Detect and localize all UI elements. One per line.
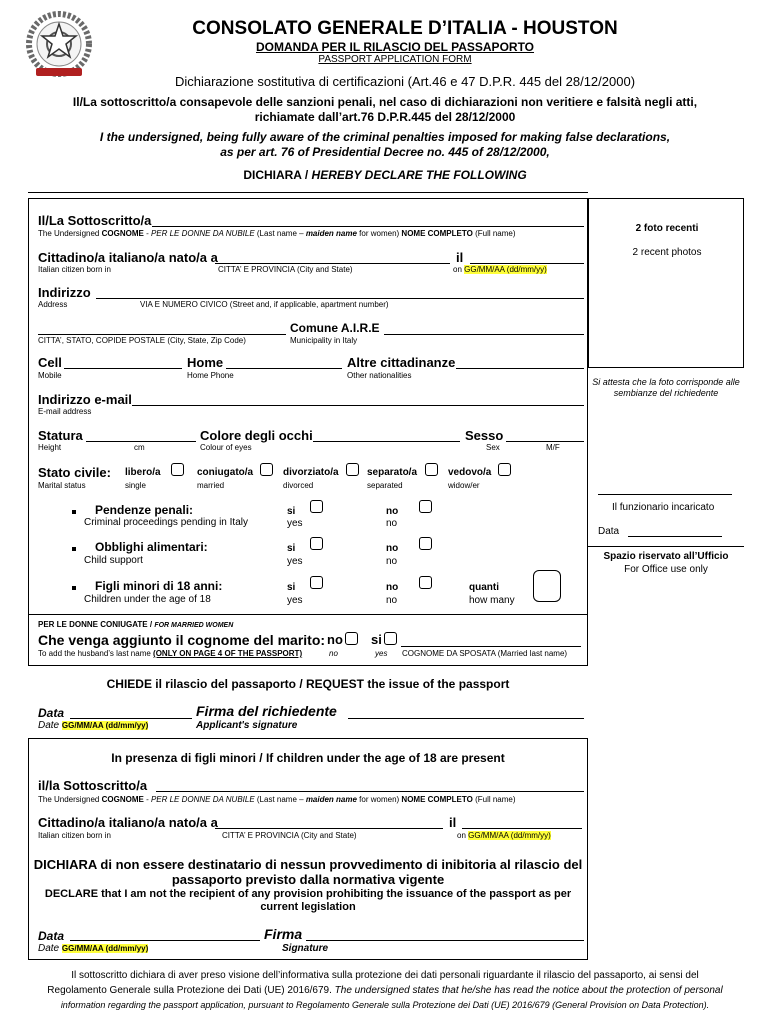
bullet-icon bbox=[72, 547, 76, 551]
support-no-sublabel: no bbox=[386, 556, 398, 567]
husband-surname-sublabel: To add the husband’s last name (ONLY ON PAGE 4 OF THE PASSPORT) bbox=[38, 649, 303, 658]
address-sublabel: Address bbox=[38, 300, 68, 309]
municipality-sublabel: Municipality in Italy bbox=[290, 336, 358, 345]
criminal-proceedings-label: Pendenze penali: bbox=[95, 503, 194, 517]
office-title: Spazio riservato all’Ufficio bbox=[603, 551, 729, 562]
criminal-proceedings-sublabel: Criminal proceedings pending in Italy bbox=[84, 517, 248, 528]
married-sublabel: married bbox=[197, 481, 225, 490]
children-yes-label: si bbox=[287, 582, 296, 593]
husband-surname-label: Che venga aggiunto il cognome del marito: bbox=[38, 632, 326, 648]
single-checkbox[interactable] bbox=[171, 463, 184, 476]
husband-yes-sublabel: yes bbox=[375, 649, 388, 658]
minors-birthplace-label: Cittadino/a italiano/a nato/a a bbox=[38, 815, 218, 830]
sex-field[interactable] bbox=[506, 441, 584, 442]
form-title-en: PASSPORT APPLICATION FORM bbox=[318, 54, 472, 65]
mf-sublabel: M/F bbox=[546, 443, 560, 452]
minors-frame bbox=[28, 738, 588, 960]
aire-label: Comune A.I.R.E bbox=[290, 321, 380, 335]
email-label: Indirizzo e-mail bbox=[38, 392, 132, 407]
married-women-heading: PER LE DONNE CONIUGATE / FOR MARRIED WOMEN bbox=[38, 620, 234, 629]
support-yes-sublabel: yes bbox=[287, 556, 303, 567]
minors-date-sublabel: Date GG/MM/AA (dd/mm/yy) bbox=[38, 943, 149, 954]
minors-signature-field[interactable] bbox=[306, 940, 584, 941]
minors-birthdate-field[interactable] bbox=[462, 828, 582, 829]
other-nationalities-sublabel: Other nationalities bbox=[347, 371, 412, 380]
undersigned-label: Il/La Sottoscritto/a bbox=[38, 213, 152, 228]
support-no-checkbox[interactable] bbox=[419, 537, 432, 550]
sex-label: Sesso bbox=[465, 428, 504, 443]
applicant-signature-field[interactable] bbox=[348, 718, 584, 719]
minors-undersigned-field[interactable] bbox=[156, 791, 584, 792]
child-support-label: Obblighi alimentari: bbox=[95, 540, 208, 554]
minors-declare-en-line2: current legislation bbox=[260, 901, 356, 913]
minors-declare-it-line2: passaporto previsto dalla normativa vigente bbox=[171, 872, 445, 887]
widowed-label: vedovo/a bbox=[448, 467, 492, 478]
husband-yes-label: si bbox=[371, 632, 382, 647]
support-yes-label: si bbox=[287, 543, 296, 554]
home-field[interactable] bbox=[226, 368, 342, 369]
applicant-signature-sublabel: Applicant's signature bbox=[196, 720, 298, 731]
married-surname-sublabel: COGNOME DA SPOSATA (Married last name) bbox=[402, 649, 568, 658]
address-field[interactable] bbox=[96, 298, 584, 299]
widowed-checkbox[interactable] bbox=[498, 463, 511, 476]
birthdate-label: il bbox=[456, 250, 464, 265]
consulate-title: CONSOLATO GENERALE D’ITALIA - HOUSTON bbox=[192, 18, 618, 39]
street-sublabel: VIA E NUMERO CIVICO (Street and, if applicable, apartment number) bbox=[140, 300, 389, 309]
children-no-label: no bbox=[386, 582, 399, 593]
intro-en-line1: I the undersigned, being fully aware of the criminal penalties imposed for making false declarations, bbox=[99, 130, 671, 144]
husband-no-label: no bbox=[327, 632, 343, 647]
minors-birthdate-sublabel: on GG/MM/AA (dd/mm/yy) bbox=[457, 831, 551, 840]
undersigned-field[interactable] bbox=[152, 226, 584, 227]
birthdate-sublabel: on GG/MM/AA (dd/mm/yy) bbox=[453, 265, 547, 274]
child-support-sublabel: Child support bbox=[84, 555, 143, 566]
cell-field[interactable] bbox=[64, 368, 182, 369]
office-divider bbox=[588, 546, 744, 547]
minors-signature-label: Firma bbox=[264, 926, 303, 942]
minors-undersigned-sublabel: The Undersigned COGNOME - PER LE DONNE DA NUBILE (Last name – maiden name for women) NOME COMPLETO (Full name) bbox=[38, 795, 516, 804]
intro-it-line1: Il/La sottoscritto/a consapevole delle sanzioni penali, nel caso di dichiarazioni non veritiere e falsità negli atti, bbox=[72, 95, 698, 109]
aire-field[interactable] bbox=[384, 334, 584, 335]
criminal-no-sublabel: no bbox=[386, 518, 398, 529]
cm-sublabel: cm bbox=[134, 443, 145, 452]
height-label: Statura bbox=[38, 428, 83, 443]
bullet-icon bbox=[72, 510, 76, 514]
intro-en-line2: as per art. 76 of Presidential Decree no. 445 of 28/12/2000, bbox=[220, 145, 550, 159]
support-no-label: no bbox=[386, 543, 399, 554]
photo-subtitle: 2 recent photos bbox=[632, 247, 702, 258]
city-state-zip-sublabel: CITTA’, STATO, COPIDE POSTALE (City, State, Zip Code) bbox=[38, 336, 246, 345]
marital-status-label: Stato civile: bbox=[38, 465, 111, 480]
separated-label: separato/a bbox=[367, 467, 418, 478]
request-date-label: Data bbox=[38, 706, 65, 720]
address-label: Indirizzo bbox=[38, 285, 91, 300]
husband-no-sublabel: no bbox=[329, 649, 338, 658]
applicant-signature-label: Firma del richiedente bbox=[196, 703, 337, 719]
single-label: libero/a bbox=[125, 467, 161, 478]
request-statement: CHIEDE il rilascio del passaporto / REQUEST the issue of the passport bbox=[106, 677, 510, 691]
home-phone-sublabel: Home Phone bbox=[187, 371, 234, 380]
minors-date-label: Data bbox=[38, 929, 65, 943]
married-label: coniugato/a bbox=[197, 467, 254, 478]
birthplace-label: Cittadino/a italiano/a nato/a a bbox=[38, 250, 218, 265]
emblem-logo bbox=[24, 8, 94, 80]
minors-birthdate-label: il bbox=[449, 815, 457, 830]
how-many-field[interactable] bbox=[533, 570, 561, 602]
married-women-divider bbox=[28, 614, 588, 615]
minor-children-sublabel: Children under the age of 18 bbox=[84, 594, 211, 605]
form-title-it: DOMANDA PER IL RILASCIO DEL PASSAPORTO bbox=[255, 40, 535, 54]
other-nationalities-label: Altre cittadinanze bbox=[347, 355, 456, 370]
height-field[interactable] bbox=[86, 441, 196, 442]
photo-box[interactable] bbox=[588, 198, 744, 368]
officer-signature-line[interactable] bbox=[598, 494, 732, 495]
marital-status-sublabel: Marital status bbox=[38, 481, 86, 490]
married-checkbox[interactable] bbox=[260, 463, 273, 476]
minor-children-label: Figli minori di 18 anni: bbox=[95, 579, 223, 593]
eye-colour-sublabel: Colour of eyes bbox=[200, 443, 252, 452]
email-field[interactable] bbox=[132, 405, 584, 406]
birthplace-sublabel: Italian citizen born in bbox=[38, 265, 111, 274]
city-state-zip-field[interactable] bbox=[38, 334, 286, 335]
criminal-yes-checkbox[interactable] bbox=[310, 500, 323, 513]
officer-date-label: Data bbox=[598, 526, 620, 537]
minors-birthplace-sublabel: Italian citizen born in bbox=[38, 831, 111, 840]
husband-no-checkbox[interactable] bbox=[345, 632, 358, 645]
header-divider bbox=[28, 192, 588, 193]
widowed-sublabel: widow/er bbox=[448, 481, 480, 490]
officer-label: Il funzionario incaricato bbox=[612, 502, 715, 513]
birthplace-field[interactable] bbox=[215, 263, 450, 264]
minors-date-field[interactable] bbox=[70, 940, 260, 941]
photo-attestation: Si attesta che la foto corrisponde alle sembianze del richiedente bbox=[592, 377, 740, 398]
minors-signature-sublabel: Signature bbox=[282, 943, 329, 954]
separated-checkbox[interactable] bbox=[425, 463, 438, 476]
request-date-sublabel: Date GG/MM/AA (dd/mm/yy) bbox=[38, 720, 149, 731]
city-state-sublabel: CITTA’ E PROVINCIA (City and State) bbox=[218, 265, 353, 274]
bullet-icon bbox=[72, 586, 76, 590]
divorced-checkbox[interactable] bbox=[346, 463, 359, 476]
home-label: Home bbox=[187, 355, 224, 370]
divorced-label: divorziato/a bbox=[283, 467, 339, 478]
email-sublabel: E-mail address bbox=[38, 407, 92, 416]
declare-heading: DICHIARA / HEREBY DECLARE THE FOLLOWING bbox=[243, 168, 527, 182]
minors-declare-it-line1: DICHIARA di non essere destinatario di nessun provvedimento di inibitoria al rilascio del bbox=[33, 857, 583, 872]
minors-city-state-sublabel: CITTA’ E PROVINCIA (City and State) bbox=[222, 831, 357, 840]
privacy-line3: information regarding the passport application, pursuant to Regolamento Generale sulla Protezione dei Dati (UE) 2016/679 (General Provision on Data Protection). bbox=[60, 1000, 710, 1010]
single-sublabel: single bbox=[125, 481, 146, 490]
cell-label: Cell bbox=[38, 355, 62, 370]
officer-date-line[interactable] bbox=[628, 536, 722, 537]
criminal-yes-sublabel: yes bbox=[287, 518, 303, 529]
eye-colour-field[interactable] bbox=[313, 441, 460, 442]
support-yes-checkbox[interactable] bbox=[310, 537, 323, 550]
how-many-sublabel: how many bbox=[469, 595, 515, 606]
office-subtitle: For Office use only bbox=[624, 564, 708, 575]
separated-sublabel: separated bbox=[367, 481, 403, 490]
emblem-icon bbox=[24, 8, 94, 80]
request-date-field[interactable] bbox=[70, 718, 192, 719]
other-nationalities-field[interactable] bbox=[456, 368, 584, 369]
eye-colour-label: Colore degli occhi bbox=[200, 428, 313, 443]
children-yes-sublabel: yes bbox=[287, 595, 303, 606]
intro-it-line2: richiamate dall’art.76 D.P.R.445 del 28/12/2000 bbox=[254, 110, 516, 124]
minors-declare-en-line1: DECLARE that I am not the recipient of any provision prohibiting the issuance of the passport as per bbox=[44, 888, 572, 900]
undersigned-sublabel: The Undersigned COGNOME - PER LE DONNE DA NUBILE (Last name – maiden name for women) NOME COMPLETO (Full name) bbox=[38, 229, 516, 238]
husband-yes-checkbox[interactable] bbox=[384, 632, 397, 645]
married-surname-field[interactable] bbox=[401, 646, 581, 647]
divorced-sublabel: divorced bbox=[283, 481, 314, 490]
photo-title: 2 foto recenti bbox=[635, 223, 699, 234]
criminal-no-label: no bbox=[386, 506, 399, 517]
children-yes-checkbox[interactable] bbox=[310, 576, 323, 589]
criminal-no-checkbox[interactable] bbox=[419, 500, 432, 513]
criminal-yes-label: si bbox=[287, 506, 296, 517]
mobile-sublabel: Mobile bbox=[38, 371, 62, 380]
how-many-label: quanti bbox=[469, 582, 499, 593]
minors-undersigned-label: il/la Sottoscritto/a bbox=[38, 778, 148, 793]
minors-heading: In presenza di figli minori / If children under the age of 18 are present bbox=[111, 751, 505, 765]
sex-sublabel: Sex bbox=[486, 443, 500, 452]
privacy-line1: Il sottoscritto dichiara di aver preso visione dell’informativa sulla protezione dei dati personali riguardante il rilascio del passaporto, ai sensi del bbox=[71, 970, 699, 981]
privacy-line2: Regolamento Generale sulla Protezione dei Dati (UE) 2016/679. The undersigned states that he/she has read the notice about the protection of personal bbox=[47, 985, 723, 996]
height-sublabel: Height bbox=[38, 443, 62, 452]
children-no-checkbox[interactable] bbox=[419, 576, 432, 589]
minors-birthplace-field[interactable] bbox=[215, 828, 443, 829]
children-no-sublabel: no bbox=[386, 595, 398, 606]
birthdate-field[interactable] bbox=[470, 263, 584, 264]
self-certification-note: Dichiarazione sostitutiva di certificazioni (Art.46 e 47 D.P.R. 445 del 28/12/2000) bbox=[174, 74, 636, 89]
